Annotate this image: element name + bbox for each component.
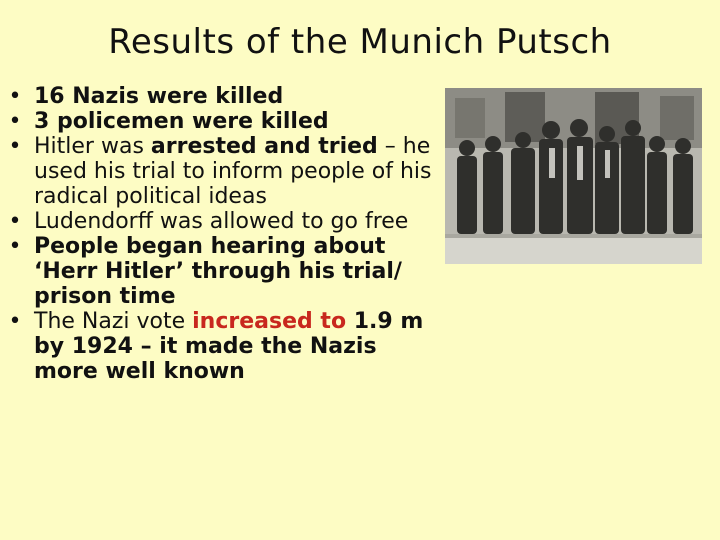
bullet-text: 16 Nazis were killed <box>34 84 284 109</box>
bullet-dot-icon: • <box>8 134 22 159</box>
bullet-item <box>6 309 446 384</box>
bullet-item <box>6 84 446 109</box>
bullet-text: 1.9 m by 1924 – it made the Nazis more well known <box>34 309 424 384</box>
bullet-text: Hitler was <box>34 134 151 159</box>
bullet-item <box>6 209 446 234</box>
bullet-item <box>6 109 446 134</box>
bullet-text: Ludendorff was allowed to go free <box>34 209 409 234</box>
bullet-dot-icon: • <box>8 234 22 259</box>
bullet-item <box>6 134 446 209</box>
bullet-text: 3 policemen were killed <box>34 109 329 134</box>
bullet-text: – he used his trial to inform people of his radical political ideas <box>34 134 432 209</box>
slide-title: Results of the Munich Putsch <box>108 22 612 62</box>
bullet-dot-icon: • <box>8 209 22 234</box>
bullet-dot-icon: • <box>8 309 22 334</box>
group-photo-icon <box>445 88 702 264</box>
bullet-text: arrested and tried <box>150 134 378 159</box>
group-photo <box>445 88 702 264</box>
bullet-text: increased to <box>192 309 347 334</box>
bullet-text: The Nazi vote <box>34 309 193 334</box>
bullet-dot-icon: • <box>8 84 22 109</box>
bullet-text: People began hearing about ‘Herr Hitler’ through his trial/ prison time <box>34 234 402 309</box>
bullet-list <box>6 84 446 384</box>
bullet-item <box>6 234 446 309</box>
bullet-dot-icon: • <box>8 109 22 134</box>
